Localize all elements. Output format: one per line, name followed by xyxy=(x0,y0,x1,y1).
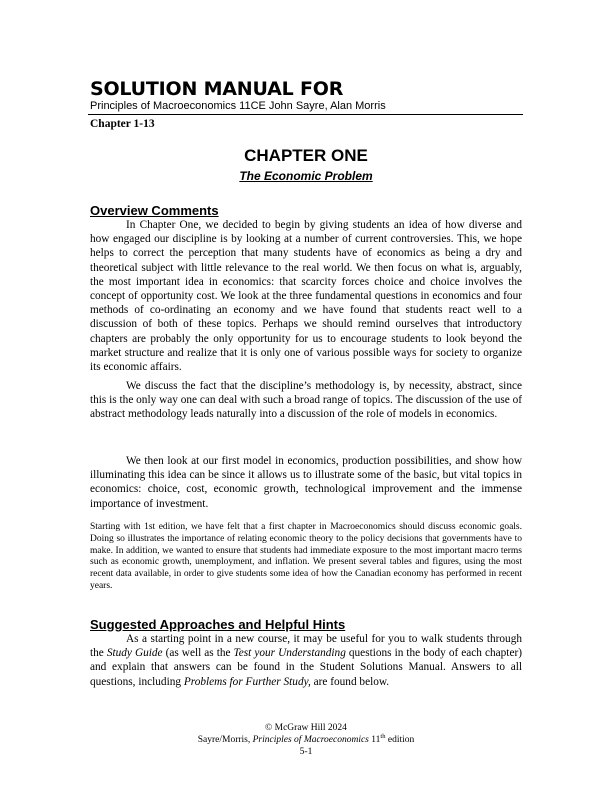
footer-edition-suffix: th xyxy=(380,732,386,740)
chapter-title: CHAPTER ONE xyxy=(244,146,368,165)
footer-edition-number: 11 xyxy=(368,735,381,745)
footer-copyright: © McGraw Hill 2024 xyxy=(265,723,347,733)
footer-edition-word: edition xyxy=(385,735,415,745)
footer-authors: Sayre/Morris, xyxy=(197,735,253,745)
overview-paragraph-1: In Chapter One, we decided to begin by giving students an idea of how diverse and how engaged our discipline is by looking at a number of current controversies. This, we hope helps to correct the perception that many students have of economics as being a dry and theoretical subject with little relevance to the real world. We then focus on what is, arguably, the most important idea in economics: that scarcity forces choice and choice involves the concept of opportunity cost. We look at the three fundamental questions in economics and four methods of co-ordinating an economy and we have found that students react well to a discussion of both of these topics. Perhaps we should remind ourselves that introductory chapters are probably the only opportunity for us to encourage students to look beyond the market structure and realize that it is only one of various possible ways for society to organize its economic affairs. xyxy=(90,219,522,374)
approaches-text-a: As a starting point in a new course, it may be useful for you to walk students through the xyxy=(90,633,522,660)
approaches-text-d: are found below. xyxy=(310,675,390,688)
overview-paragraph-2: We discuss the fact that the discipline’s methodology is, by necessity, abstract, since this is the only way one can deal with such a broad range of topics. The discussion of the use of abstract methodology leads naturally into a discussion of the role of models in economics. xyxy=(90,380,522,421)
overview-paragraph-4: Starting with 1st edition, we have felt that a first chapter in Macroeconomics should discuss economic goals. Doing so illustrates the importance of relating economic theory to the policy decisions that governments have to make. In addition, we wanted to ensure that students had immediate exposure to the most important macro terms such as economic growth, unemployment, and inflation. We present several tables and figures, using the most recent data available, in order to give students some idea of how the Canadian economy has performed in recent years. xyxy=(90,522,522,591)
overview-paragraph-3: We then look at our first model in economics, production possibilities, and show how illuminating this idea can be since it allows us to illustrate some of the basic, but vital topics in economics: choice, cost, economic growth, technological improvement and the immense importance of investment. xyxy=(90,455,522,510)
problems-further-study-ref: Problems for Further Study, xyxy=(183,675,311,688)
approaches-heading: Suggested Approaches and Helpful Hints xyxy=(90,617,346,632)
approaches-text-c: questions in the body of each chapter) and explain that answers can be found in the Student Solutions Manual. Answers to all questions, including xyxy=(90,647,522,688)
approaches-paragraph xyxy=(90,632,522,689)
study-guide-ref: Study Guide xyxy=(106,647,163,660)
solution-manual-title: SOLUTION MANUAL FOR xyxy=(90,78,344,100)
chapter-range: Chapter 1-13 xyxy=(90,118,155,130)
chapter-subtitle: The Economic Problem xyxy=(239,169,373,183)
book-subtitle: Principles of Macroeconomics 11CE John Sayre, Alan Morris xyxy=(90,100,386,112)
footer-edition xyxy=(0,732,612,747)
test-understanding-ref: Test your Understanding xyxy=(233,647,346,660)
page-number: 5-1 xyxy=(299,747,313,757)
overview-heading: Overview Comments xyxy=(90,203,219,218)
header-rule xyxy=(88,114,523,115)
footer-book-title: Principles of Macroeconomics xyxy=(252,735,369,745)
approaches-text-b: (as well as the xyxy=(162,647,234,660)
